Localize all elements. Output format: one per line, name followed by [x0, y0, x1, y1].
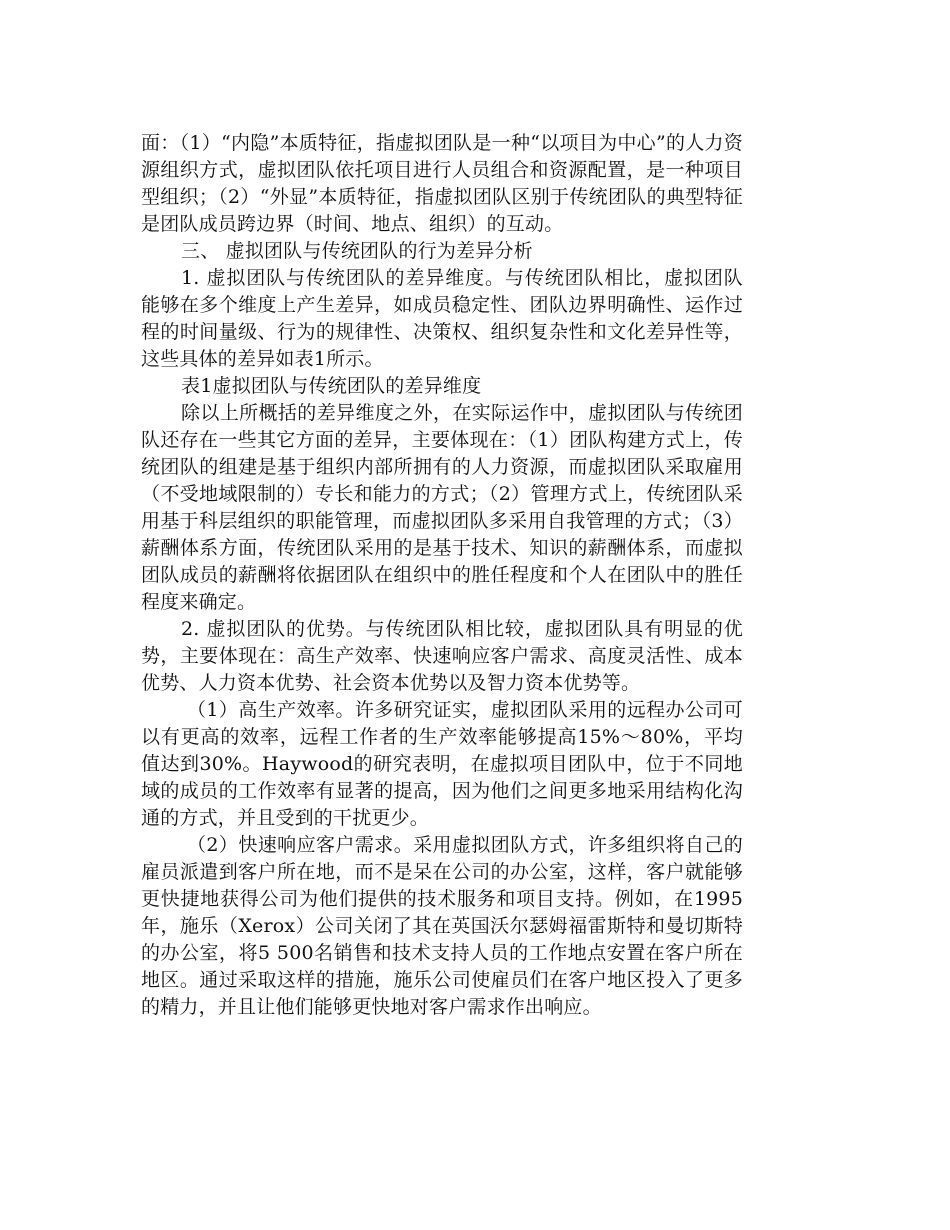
paragraph-essential-features: 面：（1）“内隐”本质特征，指虚拟团队是一种“以项目为中心”的人力资源组织方式，虚拟团队依托项目进行人员组合和资源配置，是一种项目型组织；（2）“外显”本质特征，指虚拟团队区别于传统团队的典型特征是团队成员跨边界（时间、地点、组织）的互动。 [141, 132, 743, 235]
document-page [141, 130, 743, 1021]
paragraph-customer-response: （2）快速响应客户需求。采用虚拟团队方式，许多组织将自己的雇员派遣到客户所在地，而不是呆在公司的办公室，这样，客户就能够更快捷地获得公司为他们提供的技术服务和项目支持。例如，在1995年，施乐（Xerox）公司关闭了其在英国沃尔瑟姆福雷斯特和曼切斯特的办公室，将5 500名销售和技术支持人员的工作地点安置在客户所在地区。通过采取这样的措施，施乐公司使雇员们在客户地区投入了更多的精力，并且让他们能够更快地对客户需求作出响应。 [141, 834, 743, 1018]
paragraph-productivity: （1）高生产效率。许多研究证实，虚拟团队采用的远程办公司可以有更高的效率，远程工作者的生产效率能够提高15%～80%，平均值达到30%。Haywood的研究表明，在虚拟项目团队中，位于不同地域的成员的工作效率有显著的提高，因为他们之间更多地采用结构化沟通的方式，并且受到的干扰更少。 [141, 699, 743, 829]
table-caption: 表1虚拟团队与传统团队的差异维度 [181, 375, 482, 397]
paragraph-advantages: 2. 虚拟团队的优势。与传统团队相比较，虚拟团队具有明显的优势，主要体现在：高生产效率、快速响应客户需求、高度灵活性、成本优势、人力资本优势、社会资本优势以及智力资本优势等。 [141, 618, 743, 694]
section-heading-behavior-differences: 三、 虚拟团队与传统团队的行为差异分析 [181, 240, 533, 262]
paragraph-difference-dimensions: 1. 虚拟团队与传统团队的差异维度。与传统团队相比，虚拟团队能够在多个维度上产生差异，如成员稳定性、团队边界明确性、运作过程的时间量级、行为的规律性、决策权、组织复杂性和文化差异性等，这些具体的差异如表1所示。 [141, 267, 743, 370]
paragraph-other-differences: 除以上所概括的差异维度之外，在实际运作中，虚拟团队与传统团队还存在一些其它方面的差异，主要体现在：（1）团队构建方式上，传统团队的组建是基于组织内部所拥有的人力资源，而虚拟团队采取雇用（不受地域限制的）专长和能力的方式；（2）管理方式上，传统团队采用基于科层组织的职能管理，而虚拟团队多采用自我管理的方式；（3）薪酬体系方面，传统团队采用的是基于技术、知识的薪酬体系，而虚拟团队成员的薪酬将依据团队在组织中的胜任程度和个人在团队中的胜任程度来确定。 [141, 402, 743, 613]
